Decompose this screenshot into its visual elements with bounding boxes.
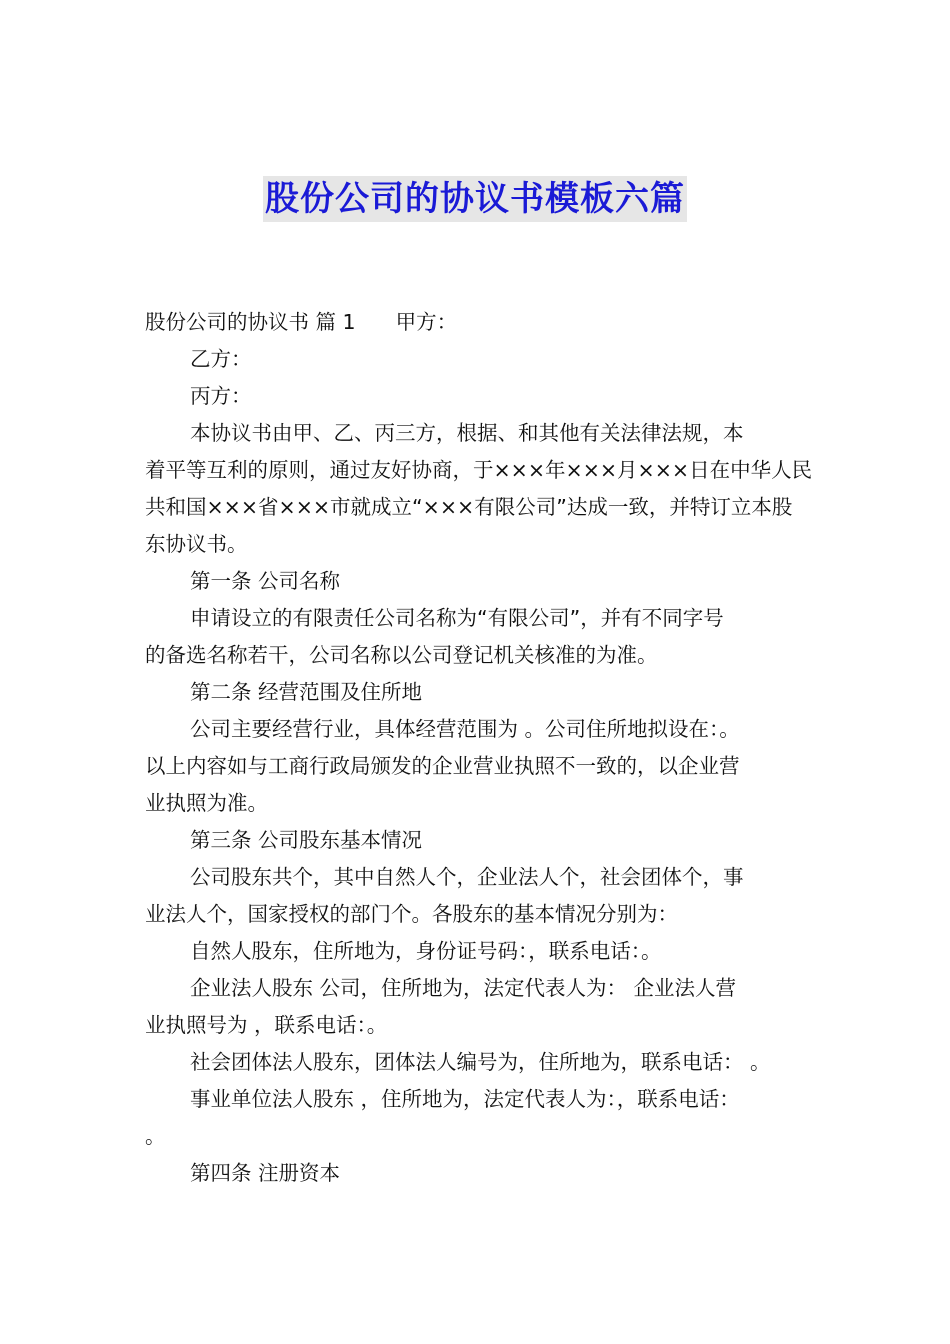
section-heading-line bbox=[145, 304, 817, 341]
document-body bbox=[145, 304, 817, 1192]
paragraph-line: 公司股东共个，其中自然人个，企业法人个，社会团体个，事 bbox=[190, 865, 744, 889]
paragraph-line: 业执照为准。 bbox=[145, 791, 268, 815]
paragraph-line: 以上内容如与工商行政局颁发的企业营业执照不一致的，以企业营 bbox=[145, 754, 740, 778]
paragraph-line: 着平等互利的原则，通过友好协商，于×××年×××月×××日在中华人民 bbox=[145, 458, 813, 482]
paragraph-line: 企业法人股东 公司，住所地为，法定代表人为： 企业法人营 bbox=[190, 976, 737, 1000]
paragraph-line: 。 bbox=[145, 1124, 166, 1148]
paragraph-line: 业执照号为 ，联系电话：。 bbox=[145, 1013, 388, 1037]
article-heading: 第四条 注册资本 bbox=[190, 1161, 341, 1185]
party-a-label: 甲方： bbox=[395, 310, 458, 334]
paragraph-line: 申请设立的有限责任公司名称为“有限公司”，并有不同字号 bbox=[190, 606, 724, 630]
article-heading: 第三条 公司股东基本情况 bbox=[190, 828, 423, 852]
paragraph-line: 自然人股东，住所地为，身份证号码：，联系电话：。 bbox=[190, 939, 662, 963]
title-container bbox=[0, 176, 950, 222]
paragraph-line: 的备选名称若干，公司名称以公司登记机关核准的为准。 bbox=[145, 643, 658, 667]
paragraph-line: 共和国×××省×××市就成立“×××有限公司”达成一致，并特订立本股 bbox=[145, 495, 793, 519]
paragraph-line: 本协议书由甲、乙、丙三方，根据、和其他有关法律法规，本 bbox=[190, 421, 744, 445]
party-b-label: 乙方： bbox=[190, 347, 252, 371]
paragraph-line: 公司主要经营行业，具体经营范围为 。公司住所地拟设在：。 bbox=[190, 717, 740, 741]
paragraph-line: 业法人个，国家授权的部门个。各股东的基本情况分别为： bbox=[145, 902, 678, 926]
paragraph-line: 事业单位法人股东 ，住所地为，法定代表人为：，联系电话： bbox=[190, 1087, 740, 1111]
party-c-label: 丙方： bbox=[190, 384, 252, 408]
article-heading: 第一条 公司名称 bbox=[190, 569, 341, 593]
section-heading: 股份公司的协议书 篇 1 bbox=[145, 310, 356, 334]
paragraph-line: 东协议书。 bbox=[145, 532, 248, 556]
article-heading: 第二条 经营范围及住所地 bbox=[190, 680, 423, 704]
document-title: 股份公司的协议书模板六篇 bbox=[263, 176, 687, 222]
paragraph-line: 社会团体法人股东，团体法人编号为，住所地为，联系电话： 。 bbox=[190, 1050, 771, 1074]
